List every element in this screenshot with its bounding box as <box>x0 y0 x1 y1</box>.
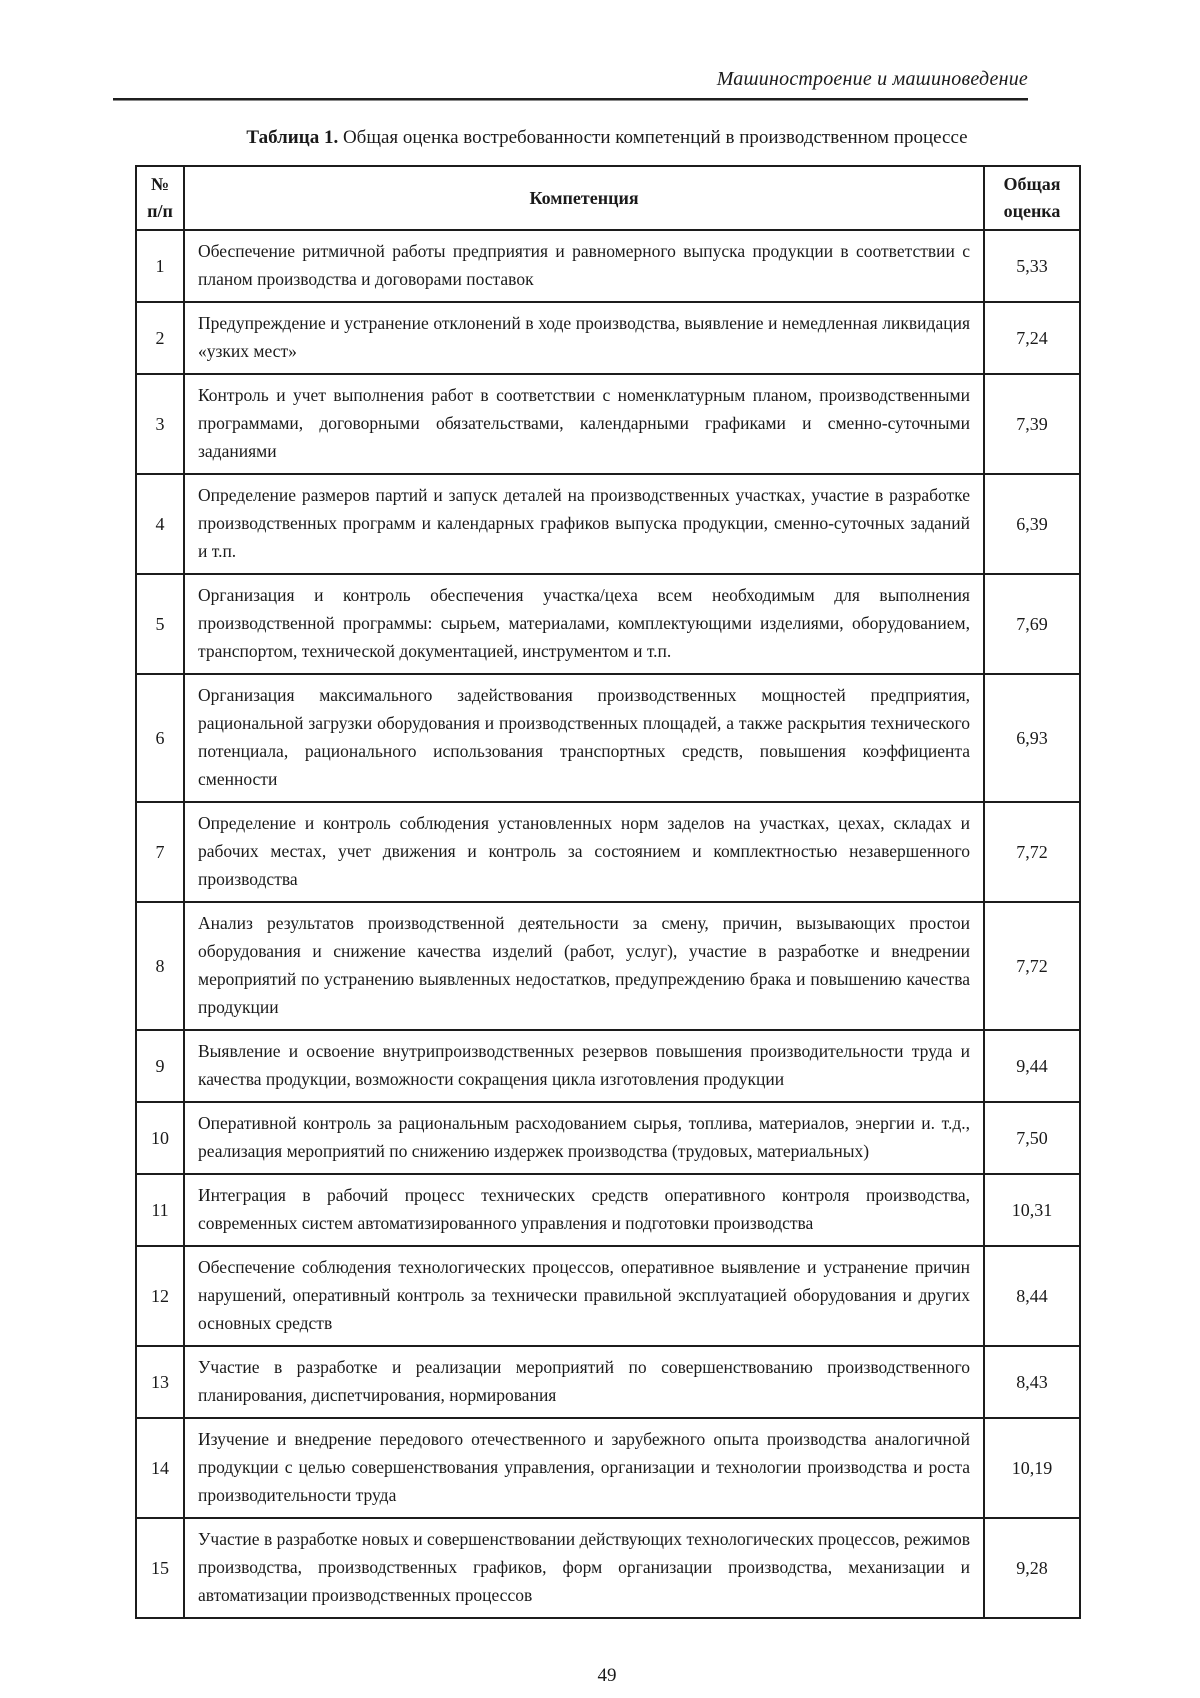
row-number: 11 <box>136 1174 184 1246</box>
table-row <box>136 474 1080 574</box>
score-value: 6,39 <box>984 474 1080 574</box>
competency-text: Определение размеров партий и запуск деталей на производственных участках, участие в разработке производственных программ и календарных графиков выпуска продукции, сменно-суточных заданий и т.п. <box>184 474 984 574</box>
competency-text: Организация и контроль обеспечения участка/цеха всем необходимым для выполнения производственной программы: сырьем, материалами, комплектующими изделиями, оборудованием, транспортом, технической документацией, инструментом и т.п. <box>184 574 984 674</box>
table-header-row <box>136 166 1080 230</box>
table-title <box>135 127 1079 149</box>
score-value: 9,44 <box>984 1030 1080 1102</box>
running-head <box>113 0 1028 91</box>
page-number: 49 <box>597 1665 617 1686</box>
row-number: 8 <box>136 902 184 1030</box>
column-header-competency: Компетенция <box>184 166 984 230</box>
score-value: 9,28 <box>984 1518 1080 1618</box>
table-row <box>136 574 1080 674</box>
score-value: 7,69 <box>984 574 1080 674</box>
table-row <box>136 1518 1080 1618</box>
table-row <box>136 902 1080 1030</box>
row-number: 13 <box>136 1346 184 1418</box>
row-number: 10 <box>136 1102 184 1174</box>
row-number: 1 <box>136 230 184 302</box>
score-value: 7,50 <box>984 1102 1080 1174</box>
table-row <box>136 1346 1080 1418</box>
competency-text: Обеспечение ритмичной работы предприятия и равномерного выпуска продукции в соответствии с планом производства и договорами поставок <box>184 230 984 302</box>
competency-text: Определение и контроль соблюдения установленных норм заделов на участках, цехах, складах и рабочих местах, учет движения и контроль за состоянием и комплектностью незавершенного производства <box>184 802 984 902</box>
header-rule <box>113 98 1028 101</box>
row-number: 2 <box>136 302 184 374</box>
table-row <box>136 1102 1080 1174</box>
row-number: 7 <box>136 802 184 902</box>
score-value: 10,19 <box>984 1418 1080 1518</box>
competency-text: Контроль и учет выполнения работ в соответствии с номенклатурным планом, производственными программами, договорными обязательствами, календарными графиками и сменно-суточными заданиями <box>184 374 984 474</box>
score-value: 5,33 <box>984 230 1080 302</box>
column-header-score-line2: оценка <box>1003 201 1061 221</box>
score-value: 7,72 <box>984 902 1080 1030</box>
running-head-text: Машиностроение и машиноведение <box>716 68 1028 90</box>
competency-text: Анализ результатов производственной деятельности за смену, причин, вызывающих простои оборудования и снижение качества изделий (работ, услуг), участие в разработке и внедрении мероприятий по устранению выявленных недостатков, предупреждению брака и повышению качества продукции <box>184 902 984 1030</box>
row-number: 15 <box>136 1518 184 1618</box>
row-number: 14 <box>136 1418 184 1518</box>
table-row <box>136 674 1080 802</box>
table-row <box>136 802 1080 902</box>
score-value: 8,43 <box>984 1346 1080 1418</box>
competency-text: Оперативной контроль за рациональным расходованием сырья, топлива, материалов, энергии и. т.д., реализация мероприятий по снижению издержек производства (трудовых, материальных) <box>184 1102 984 1174</box>
table-row <box>136 230 1080 302</box>
competency-text: Предупреждение и устранение отклонений в ходе производства, выявление и немедленная ликвидация «узких мест» <box>184 302 984 374</box>
row-number: 12 <box>136 1246 184 1346</box>
score-value: 7,24 <box>984 302 1080 374</box>
row-number: 5 <box>136 574 184 674</box>
competency-text: Обеспечение соблюдения технологических процессов, оперативное выявление и устранение причин нарушений, оперативный контроль за технически правильной эксплуатацией оборудования и других основных средств <box>184 1246 984 1346</box>
column-header-number-line2: п/п <box>147 201 173 221</box>
table-title-label: Таблица 1. <box>246 127 339 148</box>
table-row <box>136 374 1080 474</box>
table-row <box>136 1418 1080 1518</box>
column-header-number <box>136 166 184 230</box>
score-value: 10,31 <box>984 1174 1080 1246</box>
score-value: 7,39 <box>984 374 1080 474</box>
table-title-text: Общая оценка востребованности компетенций в производственном процессе <box>338 127 968 148</box>
competency-text: Участие в разработке и реализации мероприятий по совершенствованию производственного планирования, диспетчирования, нормирования <box>184 1346 984 1418</box>
competency-text: Изучение и внедрение передового отечественного и зарубежного опыта производства аналогичной продукции с целью совершенствования управления, организации и технологии производства и роста производительности труда <box>184 1418 984 1518</box>
row-number: 3 <box>136 374 184 474</box>
column-header-number-line1: № <box>150 174 170 194</box>
competency-text: Интеграция в рабочий процесс технических средств оперативного контроля производства, современных систем автоматизированного управления и подготовки производства <box>184 1174 984 1246</box>
table-row <box>136 1246 1080 1346</box>
table-row <box>136 1174 1080 1246</box>
score-value: 7,72 <box>984 802 1080 902</box>
row-number: 4 <box>136 474 184 574</box>
competency-table <box>135 165 1081 1619</box>
row-number: 6 <box>136 674 184 802</box>
column-header-score-line1: Общая <box>1003 174 1061 194</box>
column-header-score <box>984 166 1080 230</box>
table-row <box>136 1030 1080 1102</box>
competency-text: Организация максимального задействования производственных мощностей предприятия, рациональной загрузки оборудования и производственных площадей, а также раскрытия технического потенциала, рационального использования транспортных средств, повышения коэффициента сменности <box>184 674 984 802</box>
competency-text: Участие в разработке новых и совершенствовании действующих технологических процессов, режимов производства, производственных графиков, форм организации производства, механизации и автоматизации производственных процессов <box>184 1518 984 1618</box>
competency-text: Выявление и освоение внутрипроизводственных резервов повышения производительности труда и качества продукции, возможности сокращения цикла изготовления продукции <box>184 1030 984 1102</box>
table-row <box>136 302 1080 374</box>
score-value: 8,44 <box>984 1246 1080 1346</box>
score-value: 6,93 <box>984 674 1080 802</box>
row-number: 9 <box>136 1030 184 1102</box>
